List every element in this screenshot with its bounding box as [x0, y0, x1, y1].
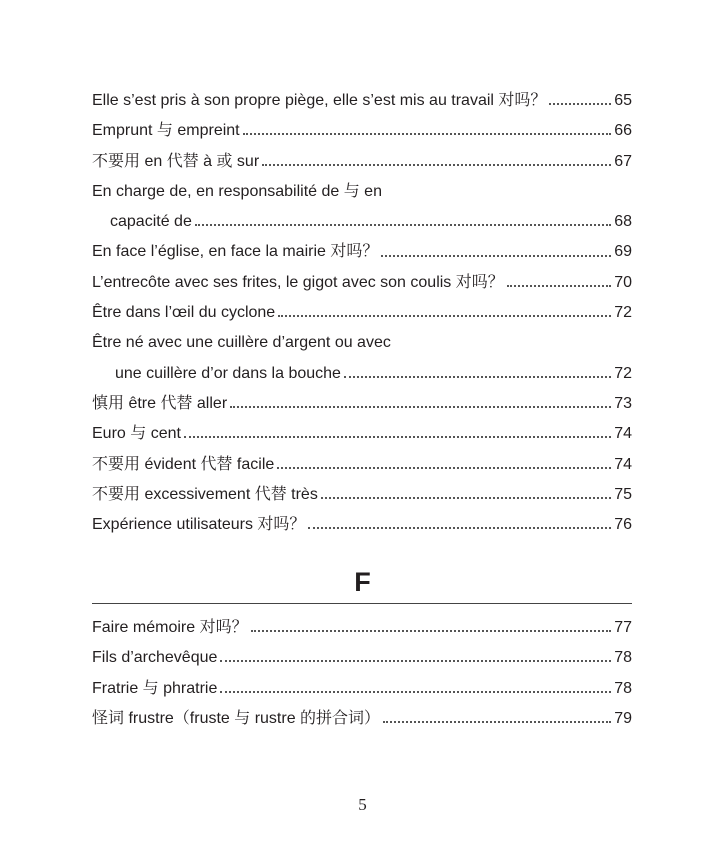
- toc-entry[interactable]: [92, 450, 632, 480]
- toc-entry-page: 77: [614, 619, 632, 636]
- toc-entry-first-line[interactable]: [92, 177, 632, 207]
- toc-entry-page: 68: [614, 213, 632, 231]
- toc-entry-page: 66: [614, 122, 632, 140]
- toc-entry-title: 不要用 excessivement 代替 très: [92, 485, 318, 503]
- toc-entry-title: Fils d’archevêque: [92, 649, 218, 667]
- toc-entry-title: Être né avec une cuillère d’argent ou avec: [92, 334, 391, 352]
- toc-entry-page: 69: [614, 243, 632, 261]
- toc-entry-title: En face l’église, en face la mairie 对吗？: [92, 243, 379, 261]
- page-number: 5: [358, 795, 367, 814]
- toc-entry-title: 不要用 évident 代替 facile: [92, 455, 275, 473]
- dot-leader: [381, 255, 611, 257]
- section-divider: [92, 603, 632, 604]
- toc-entry-title: Elle s’est pris à son propre piège, elle s’est mis au travail 对吗？: [92, 92, 547, 109]
- toc-entry-title: En charge de, en responsabilité de 与 en: [92, 182, 382, 200]
- dot-leader: [184, 436, 611, 438]
- toc-entry[interactable]: [92, 613, 632, 643]
- toc-entry-title: 不要用 en 代替 à 或 sur: [92, 152, 260, 170]
- toc-entry-page: 76: [614, 516, 632, 534]
- toc-list-f: [92, 613, 632, 734]
- dot-leader: [321, 497, 611, 499]
- toc-entry-page: 75: [614, 485, 632, 503]
- dot-leader: [195, 224, 611, 226]
- dot-leader: [251, 630, 612, 632]
- dot-leader: [243, 133, 612, 135]
- dot-leader: [220, 660, 611, 662]
- toc-entry[interactable]: [92, 704, 632, 734]
- toc-entry-page: 73: [614, 394, 632, 412]
- toc-entry-continuation[interactable]: [92, 207, 632, 237]
- dot-leader: [308, 527, 611, 529]
- toc-entry-title: 怪词 frustre（fruste 与 rustre 的拼合词）: [92, 709, 381, 727]
- toc-list-e: [92, 86, 632, 540]
- dot-leader: [262, 164, 611, 166]
- toc-entry-title: Euro 与 cent: [92, 425, 181, 443]
- toc-entry[interactable]: [92, 389, 632, 419]
- toc-entry-title: capacité de: [110, 213, 192, 231]
- toc-entry-title: une cuillère d’or dans la bouche: [115, 364, 341, 382]
- toc-entry[interactable]: [92, 480, 632, 510]
- toc-entry-page: 74: [614, 455, 632, 473]
- dot-leader: [230, 406, 611, 408]
- toc-entry-continuation[interactable]: [92, 359, 632, 389]
- dot-leader: [383, 721, 611, 723]
- toc-entry[interactable]: [92, 510, 632, 540]
- dot-leader: [278, 315, 611, 317]
- toc-entry-title: Faire mémoire 对吗？: [92, 619, 248, 636]
- dot-leader: [549, 103, 611, 105]
- toc-entry-page: 79: [614, 709, 632, 727]
- dot-leader: [220, 691, 611, 693]
- dot-leader: [507, 285, 611, 287]
- section-heading-letter: F: [354, 567, 371, 597]
- toc-entry-page: 67: [614, 152, 632, 170]
- toc-entry-title: Fratrie 与 phratrie: [92, 679, 218, 697]
- toc-entry-title: Emprunt 与 empreint: [92, 122, 240, 140]
- toc-entry[interactable]: [92, 147, 632, 177]
- toc-entry-title: Être dans l’œil du cyclone: [92, 304, 276, 322]
- toc-entry-page: 65: [614, 92, 632, 109]
- toc-entry-page: 74: [614, 425, 632, 443]
- toc-entry-title: L’entrecôte avec ses frites, le gigot avec son coulis 对吗？: [92, 273, 504, 291]
- toc-entry[interactable]: [92, 643, 632, 673]
- dot-leader: [344, 376, 611, 378]
- dot-leader: [277, 467, 611, 469]
- toc-entry-page: 70: [614, 273, 632, 291]
- toc-entry[interactable]: [92, 116, 632, 146]
- toc-entry-page: 78: [614, 649, 632, 667]
- toc-entry-page: 72: [614, 364, 632, 382]
- toc-entry-first-line[interactable]: [92, 328, 632, 358]
- toc-entry[interactable]: [92, 237, 632, 267]
- toc-entry[interactable]: [92, 268, 632, 298]
- toc-entry[interactable]: [92, 419, 632, 449]
- toc-entry-page: 72: [614, 304, 632, 322]
- toc-entry-page: 78: [614, 679, 632, 697]
- toc-entry[interactable]: [92, 674, 632, 704]
- toc-entry-title: 慎用 être 代替 aller: [92, 394, 228, 412]
- toc-entry[interactable]: [92, 298, 632, 328]
- toc-entry[interactable]: [92, 86, 632, 116]
- toc-entry-title: Expérience utilisateurs 对吗？: [92, 516, 306, 534]
